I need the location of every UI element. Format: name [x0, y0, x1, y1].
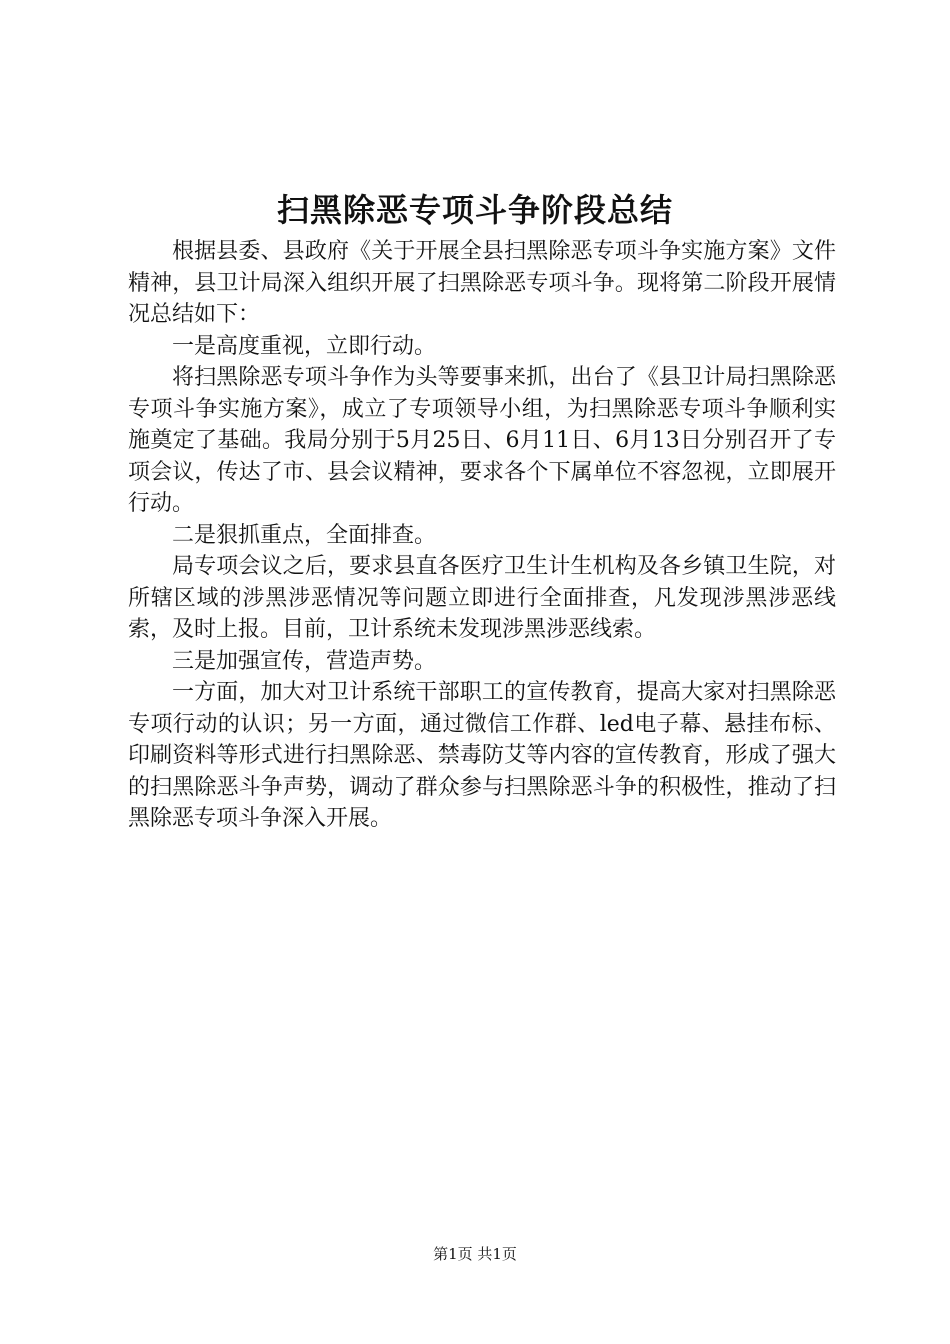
paragraph-heading-3: 三是加强宣传，营造声势。 [172, 648, 437, 674]
paragraph-intro: 根据县委、县政府《关于开展全县扫黑除恶专项斗争实施方案》文件精神，县卫计局深入组织开展了扫黑除恶专项斗争。现将第二阶段开展情况总结如下： [128, 239, 836, 327]
paragraph-body-1: 将扫黑除恶专项斗争作为头等要事来抓，出台了《县卫计局扫黑除恶专项斗争实施方案》，成立了专项领导小组，为扫黑除恶专项斗争顺利实施奠定了基础。我局分别于5月25日、6月11日、6月13日分别召开了专项会议，传达了市、县会议精神，要求各个下属单位不容忽视，立即展开行动。 [128, 365, 836, 516]
paragraph-body-3: 一方面，加大对卫计系统干部职工的宣传教育，提高大家对扫黑除恶专项行动的认识；另一方面，通过微信工作群、led电子幕、悬挂布标、印刷资料等形式进行扫黑除恶、禁毒防艾等内容的宣传教育，形成了强大的扫黑除恶斗争声势，调动了群众参与扫黑除恶斗争的积极性，推动了扫黑除恶专项斗争深入开展。 [128, 680, 836, 831]
paragraph-body-2: 局专项会议之后，要求县直各医疗卫生计生机构及各乡镇卫生院，对所辖区域的涉黑涉恶情况等问题立即进行全面排查，凡发现涉黑涉恶线索，及时上报。目前，卫计系统未发现涉黑涉恶线索。 [128, 554, 836, 642]
paragraph-heading-1: 一是高度重视，立即行动。 [172, 333, 437, 359]
page-footer: 第1页 共1页 [433, 1245, 517, 1263]
document-title: 扫黑除恶专项斗争阶段总结 [276, 191, 673, 229]
paragraph-heading-2: 二是狠抓重点，全面排查。 [172, 522, 437, 548]
document-body [128, 236, 836, 835]
